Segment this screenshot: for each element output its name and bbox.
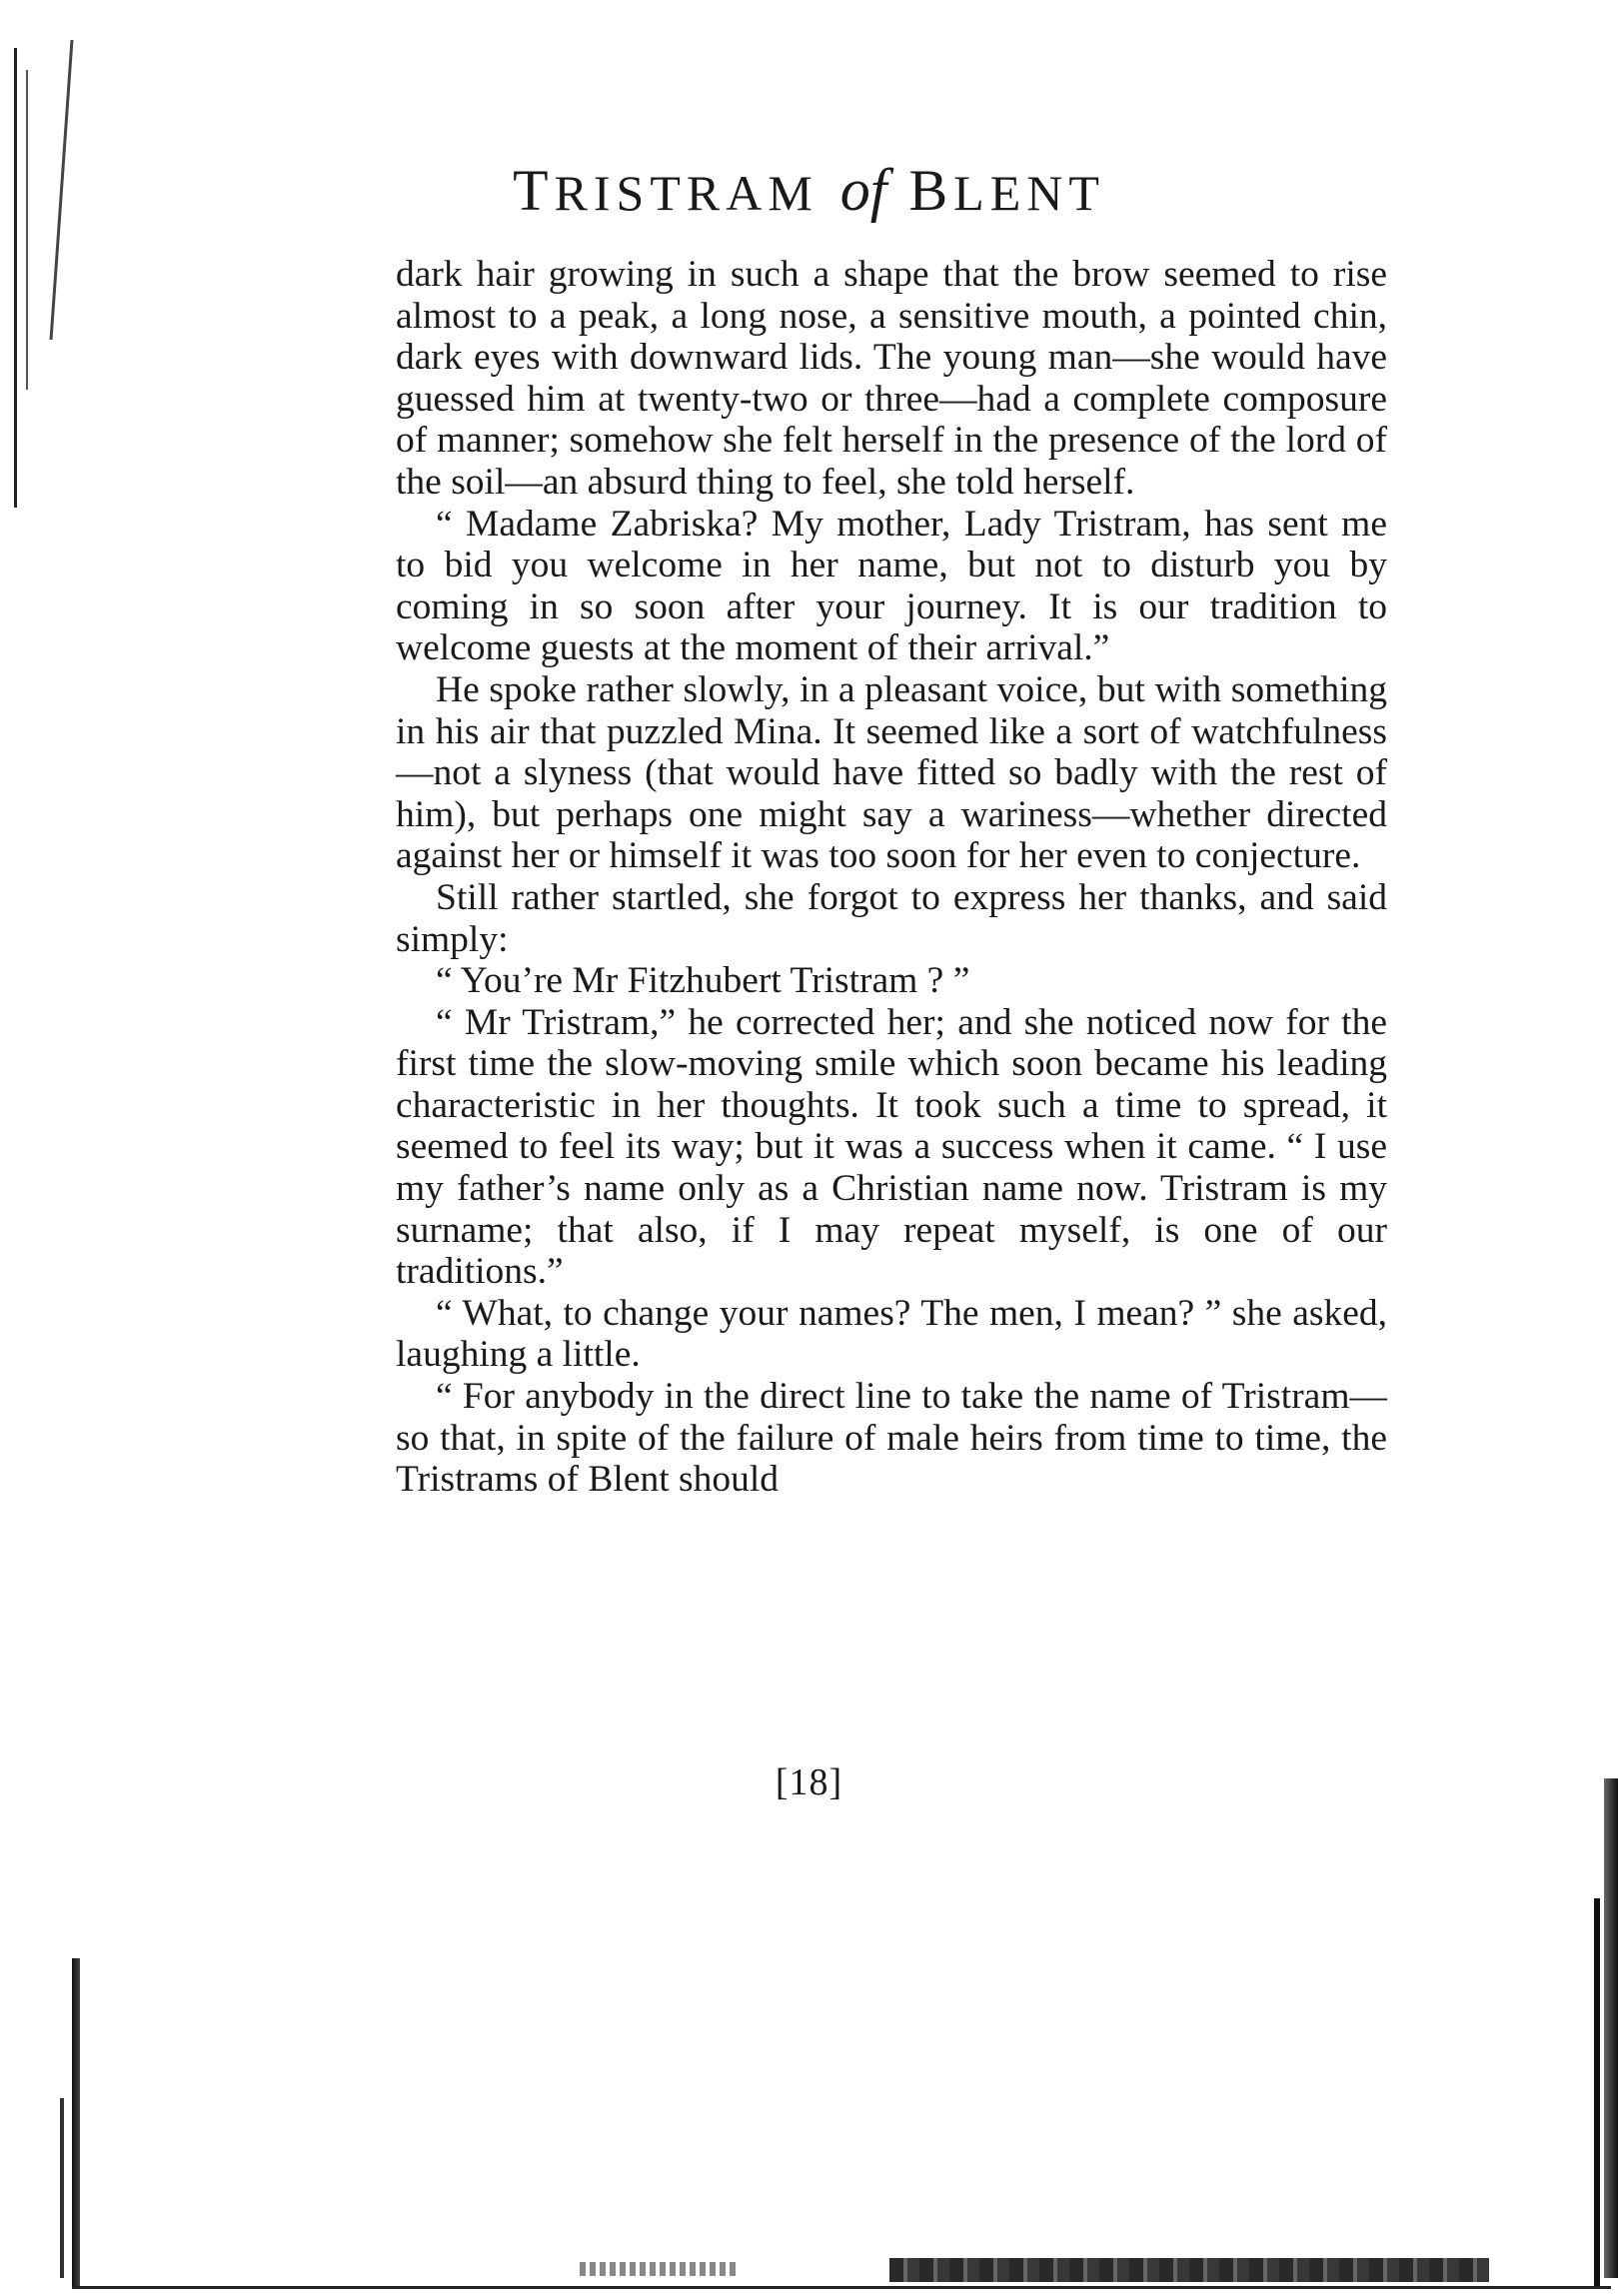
running-head-word-1: RISTRAM [554,165,818,221]
scan-edge-artifact [60,2098,64,2278]
paragraph: “ Mr Tristram,” he corrected her; and she noticed now for the first time the slow-moving smile which soon became his leading characteristic in her thoughts. It took such a time to spread, it seemed to feel its way; but it was a success when it came. “ I use my father’s name only as a Christian name now. Tristram is my surname; that also, if I may repeat myself, is one of our traditions.” [396,1001,1387,1293]
scan-smudge [889,2258,1489,2282]
body-text [396,254,1387,1501]
scan-edge-artifact [26,70,28,390]
paragraph: “ You’re Mr Fitzhubert Tristram ? ” [436,960,970,1002]
running-head-initial-1: T [513,158,555,223]
paragraph: “ For anybody in the direct line to take the name of Tristram—so that, in spite of the failure of male heirs from time to time, the Tristrams of Blent should [396,1376,1387,1501]
running-head-of: of [839,157,887,223]
scan-edge-artifact [1604,1778,1618,2278]
running-head [0,157,1618,223]
running-head-initial-2: B [908,158,954,223]
scan-edge-artifact [72,1958,80,2288]
scan-smudge [580,2262,740,2276]
page-number: [18] [775,1761,843,1803]
scan-edge-artifact [1594,1898,1600,2288]
paragraph: “ What, to change your names? The men, I mean? ” she asked, laughing a little. [396,1292,1387,1376]
paragraph: “ Madame Zabriska? My mother, Lady Tristram, has sent me to bid you welcome in her name, but not to disturb you by coming in so soon after your journey. It is our tradition to welcome guests at the moment of their arrival.” [396,503,1387,669]
scan-bottom-edge [72,2286,1611,2289]
paragraph: dark hair growing in such a shape that the brow seemed to rise almost to a peak, a long nose, a sensitive mouth, a pointed chin, dark eyes with downward lids. The young man—she would have guessed him at twenty-two or three—had a complete composure of manner; somehow she felt herself in the presence of the lord of the soil—an absurd thing to feel, she told herself. [396,254,1387,503]
scan-edge-artifact [14,48,17,508]
paragraph: He spoke rather slowly, in a pleasant voice, but with something in his air that puzzled Mina. It seemed like a sort of watchfulness—not a slyness (that would have fitted so badly with the rest of him), but perhaps one might say a wariness—whether directed against her or himself it was too soon for her even to conjecture. [396,668,1387,877]
paragraph: Still rather startled, she forgot to express her thanks, and said simply: [396,876,1387,960]
running-head-word-2: LENT [953,165,1105,221]
